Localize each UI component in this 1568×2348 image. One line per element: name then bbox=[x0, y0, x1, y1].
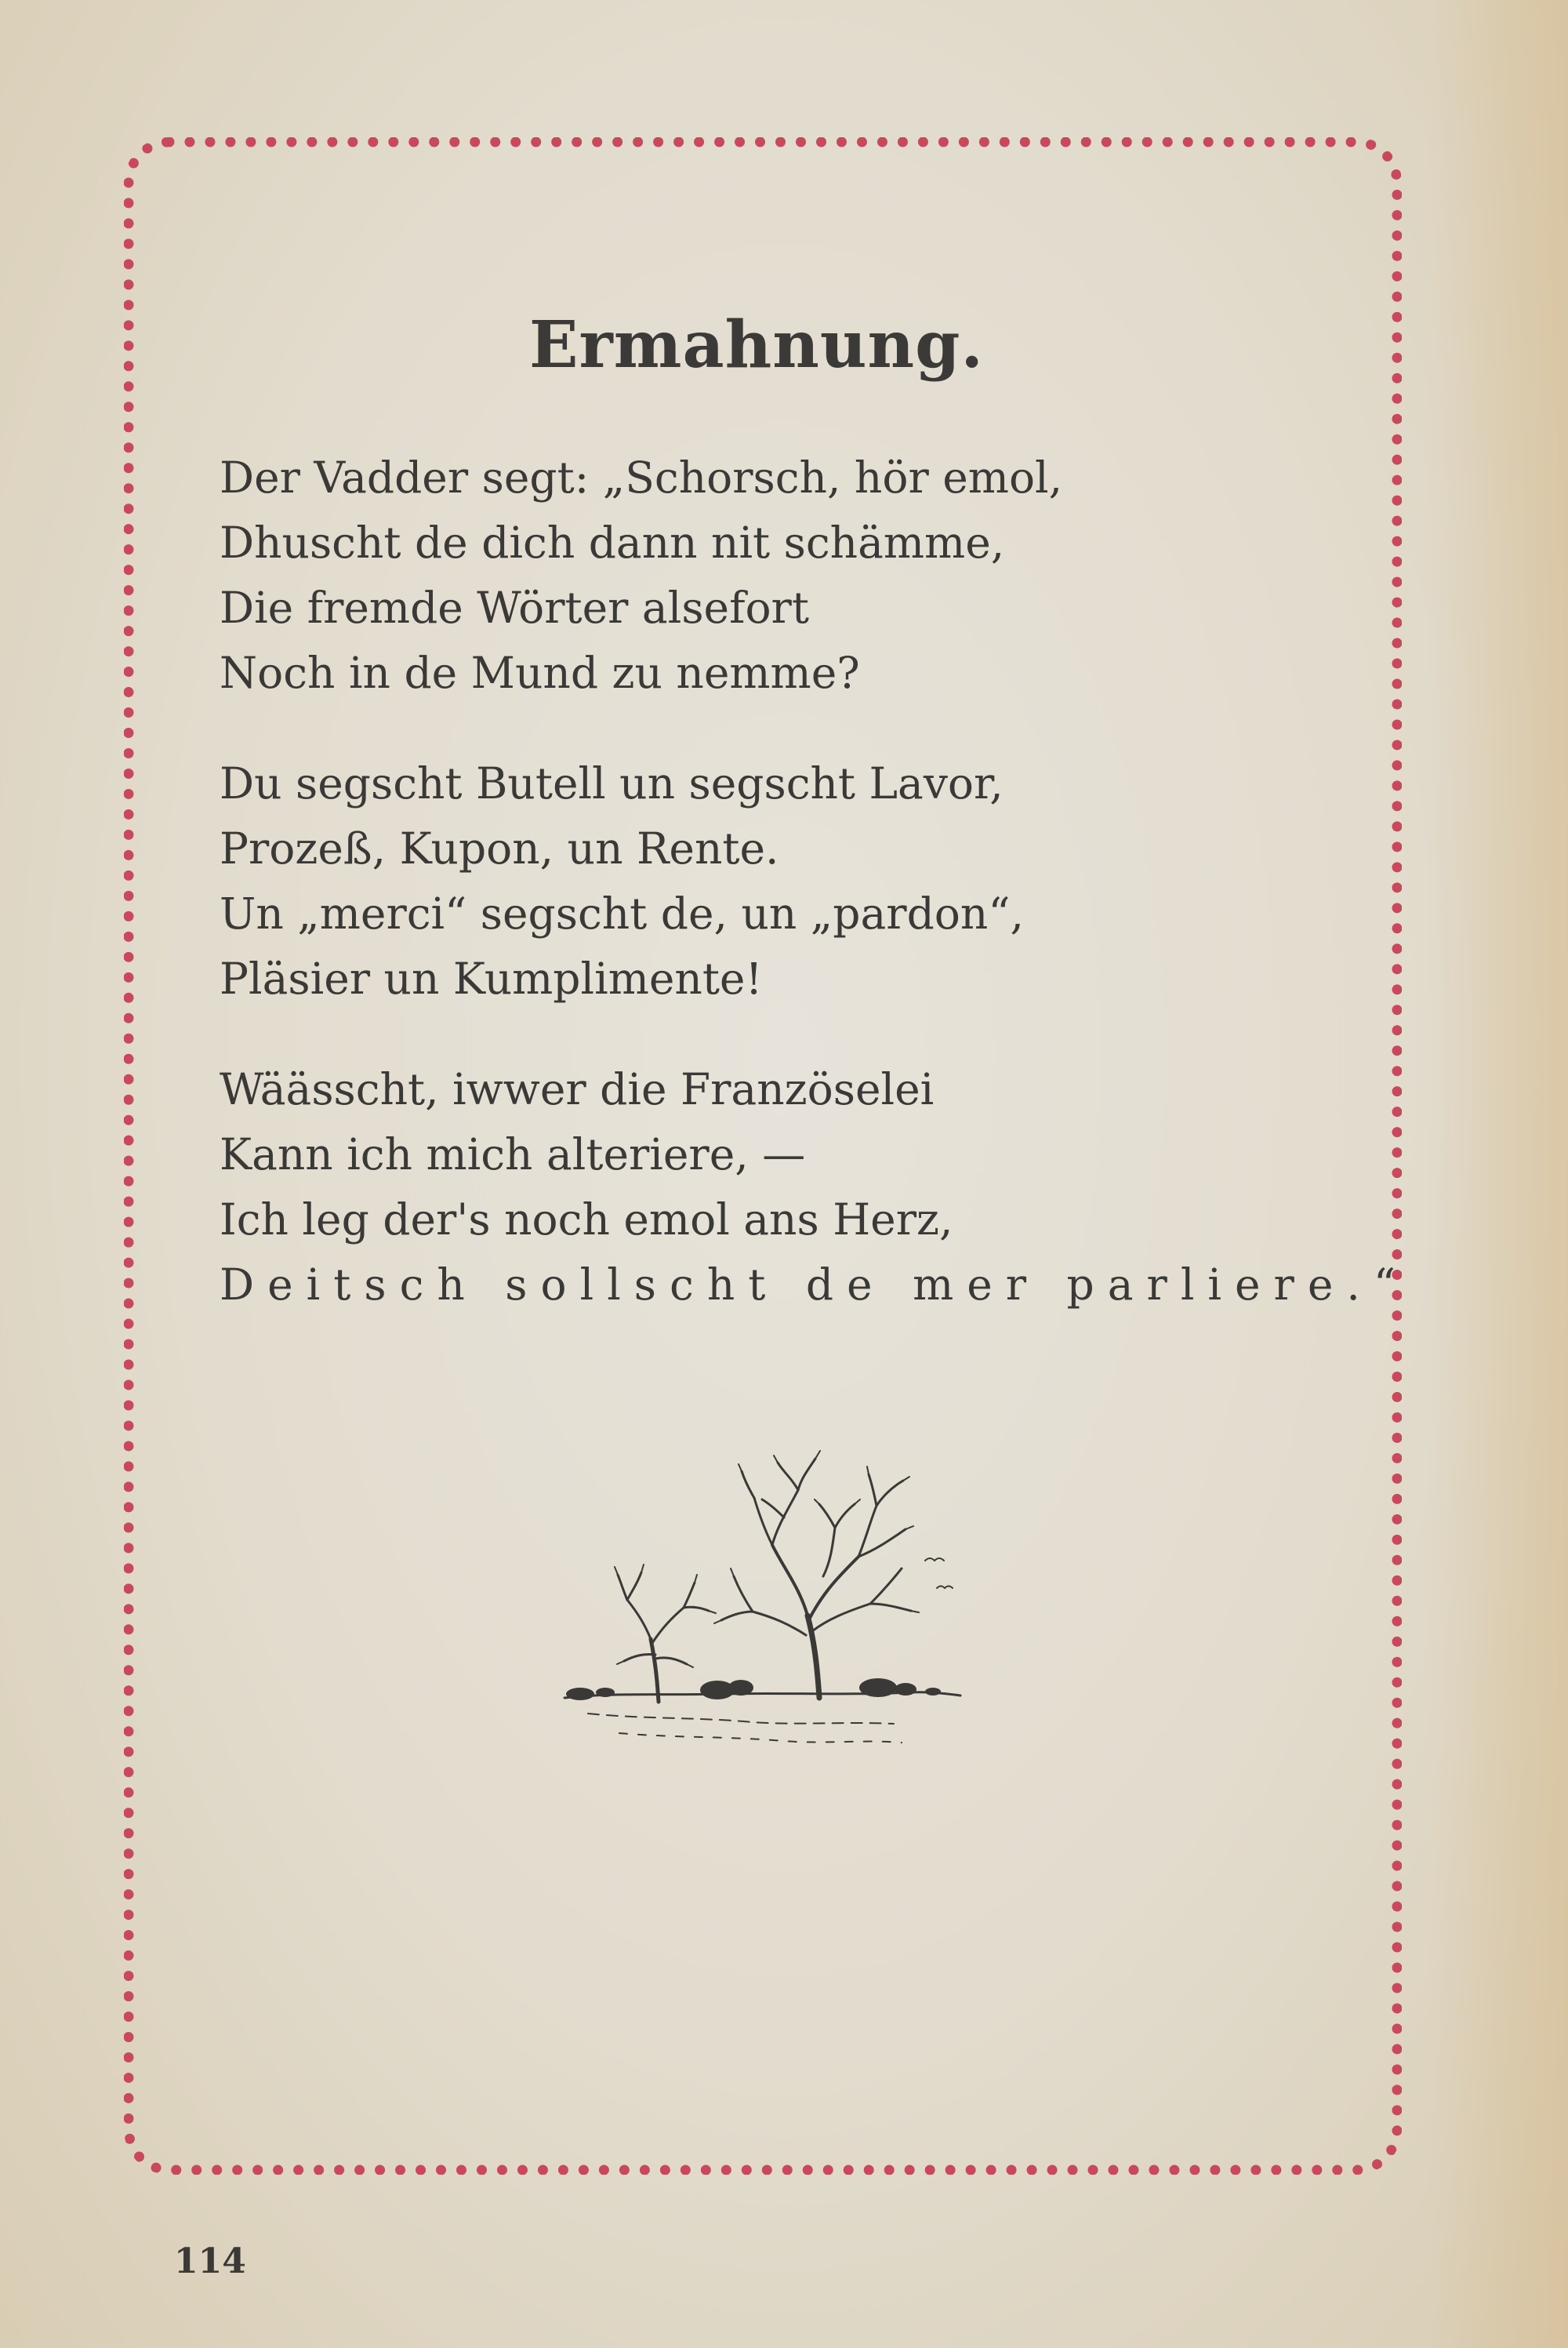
poem-line: Der Vadder segt: „Schorsch, hör emol, bbox=[220, 453, 1063, 503]
poem-line: Un „merci“ segscht de, un „pardon“, bbox=[220, 889, 1024, 939]
poem-line: Du segscht Butell un segscht Lavor, bbox=[220, 758, 1004, 809]
poem-line: Kann ich mich alteriere, — bbox=[220, 1129, 806, 1179]
page-number: 114 bbox=[174, 2241, 246, 2281]
bare-trees-vignette-icon bbox=[549, 1443, 964, 1757]
poem-line: Prozeß, Kupon, un Rente. bbox=[220, 823, 779, 874]
poem-line: Wäässcht, iwwer die Französelei bbox=[220, 1064, 935, 1114]
stanza-1 bbox=[220, 445, 1333, 706]
poem-line: Pläsier un Kumplimente! bbox=[220, 954, 763, 1004]
stanza-2 bbox=[220, 751, 1333, 1012]
poem-line: Deitsch sollscht de mer parliere.“ bbox=[220, 1259, 1410, 1310]
poem-line: Die fremde Wörter alsefort bbox=[220, 583, 809, 633]
poem-title: Ermahnung. bbox=[529, 307, 984, 383]
poem-line: Dhuscht de dich dann nit schämme, bbox=[220, 518, 1005, 568]
poem-line: Noch in de Mund zu nemme? bbox=[220, 648, 860, 698]
stanza-3 bbox=[220, 1057, 1410, 1318]
poem-line: Ich leg der's noch emol ans Herz, bbox=[220, 1194, 953, 1245]
poem-body bbox=[220, 445, 1410, 1363]
